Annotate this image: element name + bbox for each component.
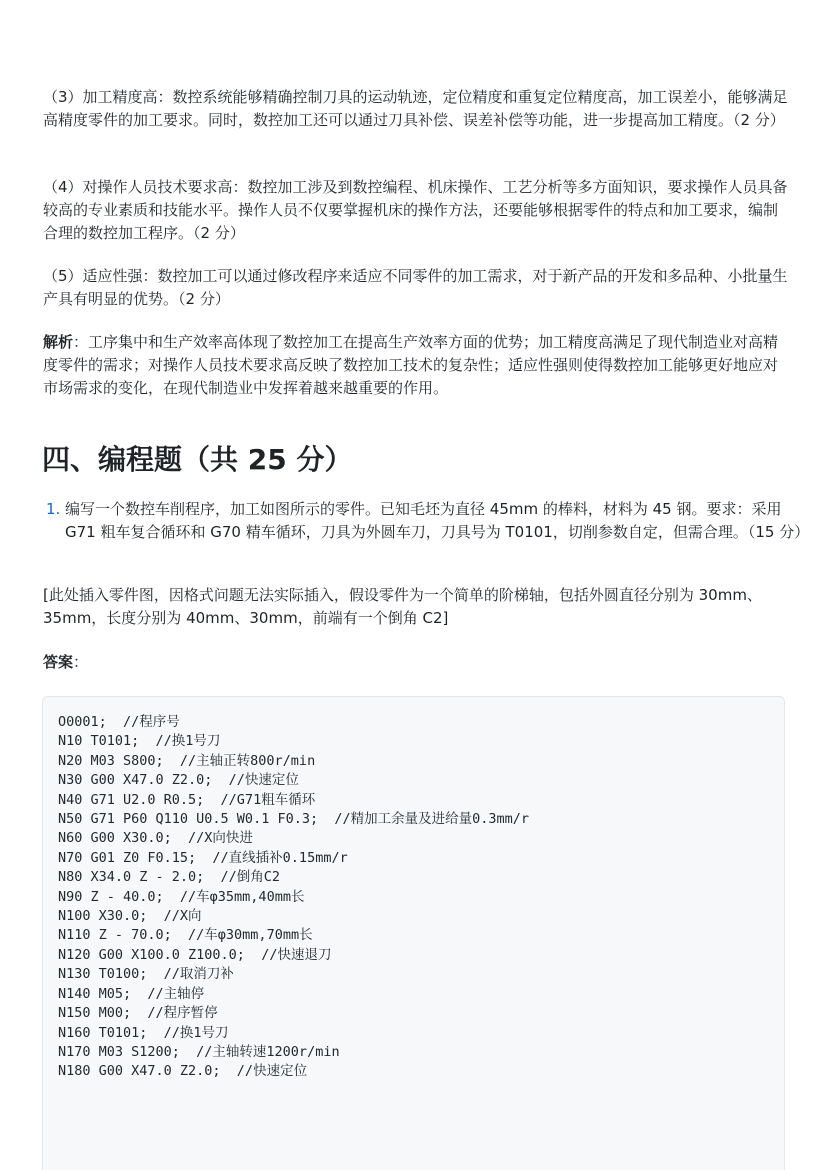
analysis-text: ：工序集中和生产效率高体现了数控加工在提高生产效率方面的优势；加工精度高满足了现代制造业对高精度零件的需求；对操作人员技术要求高反映了数控加工技术的复杂性；适应性强则使得数控加工能够更好地应对市场需求的变化，在现代制造业中发挥着越来越重要的作用。 (43, 333, 779, 397)
paragraph-operator-skill: （4）对操作人员技术要求高：数控加工涉及到数控编程、机床操作、工艺分析等多方面知识，要求操作人员具备较高的专业素质和技能水平。操作人员不仅要掌握机床的操作方法，还要能够根据零件的特点和加工要求，编制合理的数控加工程序。（2 分） (43, 178, 788, 242)
analysis-label: 解析 (43, 333, 74, 351)
code-line: N50 G71 P60 Q110 U0.5 W0.1 F0.3; //精加工余量及进给量0.3mm/r (58, 811, 529, 828)
answer-heading (43, 651, 88, 674)
paragraph-adaptability: （5）适应性强：数控加工可以通过修改程序来适应不同零件的加工需求，对于新产品的开发和多品种、小批量生产具有明显的优势。（2 分） (43, 267, 788, 308)
code-line: N150 M00; //程序暂停 (58, 1005, 218, 1022)
code-line: N170 M03 S1200; //主轴转速1200r/min (58, 1043, 340, 1060)
code-content (43, 697, 784, 1082)
paragraph-precision: （3）加工精度高：数控系统能够精确控制刀具的运动轨迹，定位精度和重复定位精度高，加工误差小，能够满足高精度零件的加工要求。同时，数控加工还可以通过刀具补偿、误差补偿等功能，进一步提高加工精度。（2 分） (43, 88, 788, 129)
code-line: O0001; //程序号 (58, 714, 180, 730)
code-line: N40 G71 U2.0 R0.5; //G71粗车循环 (58, 791, 316, 808)
code-line: N90 Z - 40.0; //车φ35mm,40mm长 (58, 888, 305, 905)
code-line: N10 T0101; //换1号刀 (58, 733, 221, 750)
code-line: N110 Z - 70.0; //车φ30mm,70mm长 (58, 927, 313, 944)
paragraph-analysis (43, 331, 788, 400)
answer-colon: ： (73, 653, 89, 671)
code-line: N80 X34.0 Z - 2.0; //倒角C2 (58, 869, 281, 886)
code-line: N30 G00 X47.0 Z2.0; //快速定位 (58, 772, 299, 789)
code-line: N140 M05; //主轴停 (58, 985, 205, 1002)
code-line: N180 G00 X47.0 Z2.0; //快速定位 (58, 1063, 308, 1080)
code-line: N100 X30.0; //X向 (58, 908, 202, 925)
code-line: N20 M03 S800; //主轴正转800r/min (58, 752, 316, 769)
code-line: N120 G00 X100.0 Z100.0; //快速退刀 (58, 946, 332, 963)
section-heading: 四、编程题（共 25 分） (42, 443, 353, 476)
question-text: 编写一个数控车削程序，加工如图所示的零件。已知毛坯为直径 45mm 的棒料，材料为 45 钢。要求：采用 G71 粗车复合循环和 G70 精车循环，刀具为外圆车刀，刀具号为 T0101，切削参数自定，但需合理。（15 分） (65, 500, 810, 541)
code-line: N60 G00 X30.0; //X向快进 (58, 830, 253, 847)
code-line: N70 G01 Z0 F0.15; //直线插补0.15mm/r (58, 849, 348, 866)
code-line: N160 T0101; //换1号刀 (58, 1024, 229, 1041)
question-number: 1. (46, 500, 61, 518)
figure-note: [此处插入零件图，因格式问题无法实际插入，假设零件为一个简单的阶梯轴，包括外圆直径分别为 30mm、35mm，长度分别为 40mm、30mm，前端有一个倒角 C2] (43, 586, 762, 627)
answer-label: 答案 (43, 653, 74, 671)
code-block (42, 696, 785, 1170)
code-line: N130 T0100; //取消刀补 (58, 966, 234, 983)
